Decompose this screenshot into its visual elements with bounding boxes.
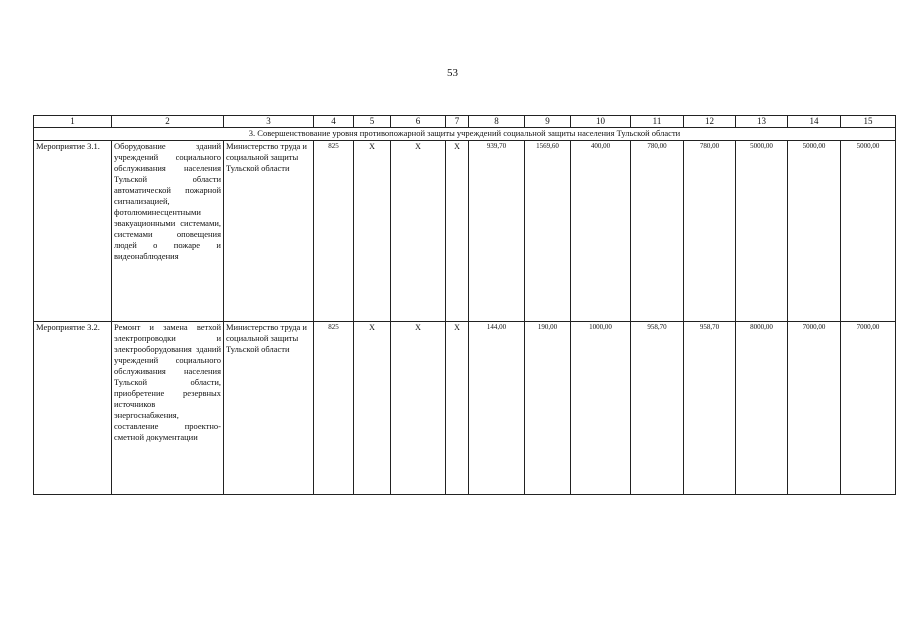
section-title: 3. Совершенствование уровня противопожарной защиты учреждений социальной защиты населения Тульской области <box>34 128 896 141</box>
program-activities-table <box>33 115 896 495</box>
section-title-row <box>34 128 896 141</box>
value-cell-11: 958,70 <box>631 322 684 495</box>
executor-cell: Министерство труда и социальной защиты Тульской области <box>224 322 314 495</box>
value-cell-13: 8000,00 <box>736 322 788 495</box>
value-cell-7: X <box>446 141 469 322</box>
value-cell-11: 780,00 <box>631 141 684 322</box>
column-header: 8 <box>469 116 525 128</box>
value-cell-6: X <box>391 322 446 495</box>
value-cell-14: 7000,00 <box>788 322 841 495</box>
value-cell-5: X <box>354 141 391 322</box>
column-header: 7 <box>446 116 469 128</box>
executor-cell: Министерство труда и социальной защиты Тульской области <box>224 141 314 322</box>
page-number: 53 <box>447 67 458 79</box>
value-cell-8: 939,70 <box>469 141 525 322</box>
column-header: 15 <box>841 116 896 128</box>
value-cell-10: 400,00 <box>571 141 631 322</box>
column-header: 14 <box>788 116 841 128</box>
value-cell-10: 1000,00 <box>571 322 631 495</box>
value-cell-15: 7000,00 <box>841 322 896 495</box>
value-cell-15: 5000,00 <box>841 141 896 322</box>
column-header: 4 <box>314 116 354 128</box>
value-cell-13: 5000,00 <box>736 141 788 322</box>
table-row <box>34 322 896 495</box>
column-header: 11 <box>631 116 684 128</box>
value-cell-12: 780,00 <box>684 141 736 322</box>
column-header: 2 <box>112 116 224 128</box>
value-cell-7: X <box>446 322 469 495</box>
value-cell-14: 5000,00 <box>788 141 841 322</box>
value-cell-6: X <box>391 141 446 322</box>
column-header: 13 <box>736 116 788 128</box>
activity-cell: Мероприятие 3.1. <box>34 141 112 322</box>
table-row <box>34 141 896 322</box>
column-header: 1 <box>34 116 112 128</box>
value-cell-5: X <box>354 322 391 495</box>
value-cell-8: 144,00 <box>469 322 525 495</box>
value-cell-9: 1569,60 <box>525 141 571 322</box>
column-header: 5 <box>354 116 391 128</box>
column-header: 12 <box>684 116 736 128</box>
column-header: 9 <box>525 116 571 128</box>
value-cell-4: 825 <box>314 322 354 495</box>
value-cell-4: 825 <box>314 141 354 322</box>
value-cell-9: 190,00 <box>525 322 571 495</box>
column-number-header-row <box>34 116 896 128</box>
activity-cell: Мероприятие 3.2. <box>34 322 112 495</box>
column-header: 10 <box>571 116 631 128</box>
column-header: 6 <box>391 116 446 128</box>
column-header: 3 <box>224 116 314 128</box>
description-cell: Оборудование зданий учреждений социального обслуживания населения Тульской области автоматической пожарной сигнализацией, фотолюминесцентными эвакуационными системами, системами оповещения людей о пожаре и видеонаблюдения <box>112 141 224 322</box>
description-cell: Ремонт и замена ветхой электропроводки и электрооборудования зданий учреждений социального обслуживания населения Тульской области, приобретение резервных источников энергоснабжения, составление проектно-сметной документации <box>112 322 224 495</box>
value-cell-12: 958,70 <box>684 322 736 495</box>
